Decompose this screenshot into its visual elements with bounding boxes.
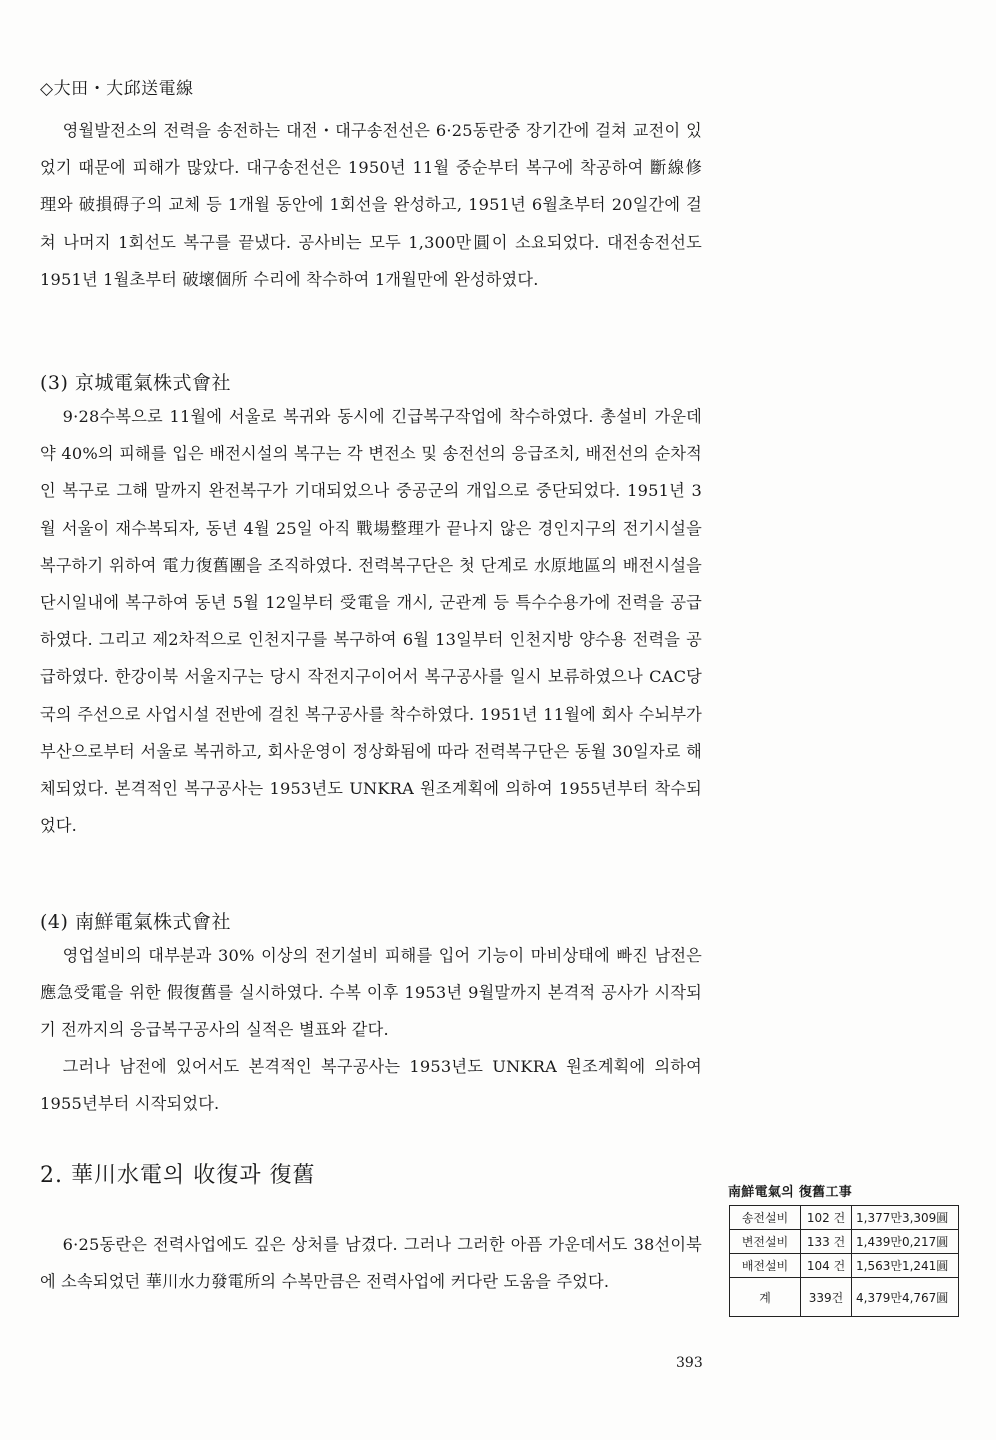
row-label: 송전설비 <box>730 1206 801 1230</box>
row-label: 배전설비 <box>730 1254 801 1278</box>
total-label: 계 <box>730 1278 801 1317</box>
row-cost: 1,377만3,309圓 <box>852 1206 959 1230</box>
row-cost: 1,439만0,217圓 <box>852 1230 959 1254</box>
table-row <box>730 1230 959 1254</box>
table-row <box>730 1206 959 1230</box>
subsection-heading-daejeon-daegu: ◇大田・大邱送電線 <box>40 79 194 99</box>
total-cost: 4,379만4,767圓 <box>852 1278 959 1317</box>
paragraph-kyungsung: 9·28수복으로 11월에 서울로 복귀와 동시에 긴급복구작업에 착수하였다. 총설비 가운데 약 40%의 피해를 입은 배전시설의 복구는 각 변전소 및 송전선의 응급조치, 배전선의 순차적인 복구로 그해 말까지 완전복구가 기대되었으나 중공군의 개입으로 중단되었다. 1951년 3월 서울이 재수복되자, 동년 4월 25일 아직 戰場整理가 끝나지 않은 경인지구의 전기시설을 복구하기 위하여 電力復舊團을 조직하였다. 전력복구단은 첫 단계로 水原地區의 배전시설을 단시일내에 복구하여 동년 5월 12일부터 受電을 개시, 군관계 등 특수수용가에 전력을 공급하였다. 그리고 제2차적으로 인천지구를 복구하여 6월 13일부터 인천지방 양수용 전력을 공급하였다. 한강이북 서울지구는 당시 작전지구이어서 복구공사를 일시 보류하였으나 CAC당국의 주선으로 사업시설 전반에 걸친 복구공사를 착수하였다. 1951년 11월에 회사 수뇌부가 부산으로부터 서울로 복귀하고, 회사운영이 정상화됨에 따라 전력복구단은 동월 30일자로 해체되었다. 본격적인 복구공사는 1953년도 UNKRA 원조계획에 의하여 1955년부터 착수되었다. <box>40 407 702 836</box>
chapter-heading-hwacheon: 2. 華川水電의 收復과 復舊 <box>40 1163 316 1188</box>
row-count: 104 건 <box>801 1254 852 1278</box>
paragraph-hwacheon: 6·25동란은 전력사업에도 깊은 상처를 남겼다. 그러나 그러한 아픔 가운데서도 38선이북에 소속되었던 華川水力發電所의 수복만큼은 전력사업에 커다란 도움을 주었다. <box>40 1235 702 1292</box>
restoration-works-table <box>729 1205 959 1317</box>
section-heading-kyungsung: (3) 京城電氣株式會社 <box>40 372 231 394</box>
table-row <box>730 1254 959 1278</box>
table-total-row <box>730 1278 959 1317</box>
paragraph-namsun-1: 영업설비의 대부분과 30% 이상의 전기설비 피해를 입어 기능이 마비상태에 빠진 남전은 應急受電을 위한 假復舊를 실시하였다. 수복 이후 1953년 9월말까지 본격적 공사가 시작되기 전까지의 응급복구공사의 실적은 별표와 같다. <box>40 946 702 1040</box>
section-heading-namsun: (4) 南鮮電氣株式會社 <box>40 911 231 933</box>
row-cost: 1,563만1,241圓 <box>852 1254 959 1278</box>
paragraph-daejeon-daegu: 영월발전소의 전력을 송전하는 대전・대구송전선은 6·25동란중 장기간에 걸쳐 교전이 있었기 때문에 피해가 많았다. 대구송전선은 1950년 11월 중순부터 복구에 착공하여 斷線修理와 破損碍子의 교체 등 1개월 동안에 1회선을 완성하고, 1951년 6월초부터 20일간에 걸쳐 나머지 1회선도 복구를 끝냈다. 공사비는 모두 1,300만圓이 소요되었다. 대전송전선도 1951년 1월초부터 破壞個所 수리에 착수하여 1개월만에 완성하였다. <box>40 121 702 289</box>
row-label: 변전설비 <box>730 1230 801 1254</box>
side-table-title: 南鮮電氣의 復舊工事 <box>728 1185 853 1200</box>
paragraph-namsun-2: 그러나 남전에 있어서도 본격적인 복구공사는 1953년도 UNKRA 원조계획에 의하여 1955년부터 시작되었다. <box>40 1057 702 1114</box>
total-count: 339건 <box>801 1278 852 1317</box>
page-number: 393 <box>676 1355 703 1371</box>
row-count: 102 건 <box>801 1206 852 1230</box>
row-count: 133 건 <box>801 1230 852 1254</box>
